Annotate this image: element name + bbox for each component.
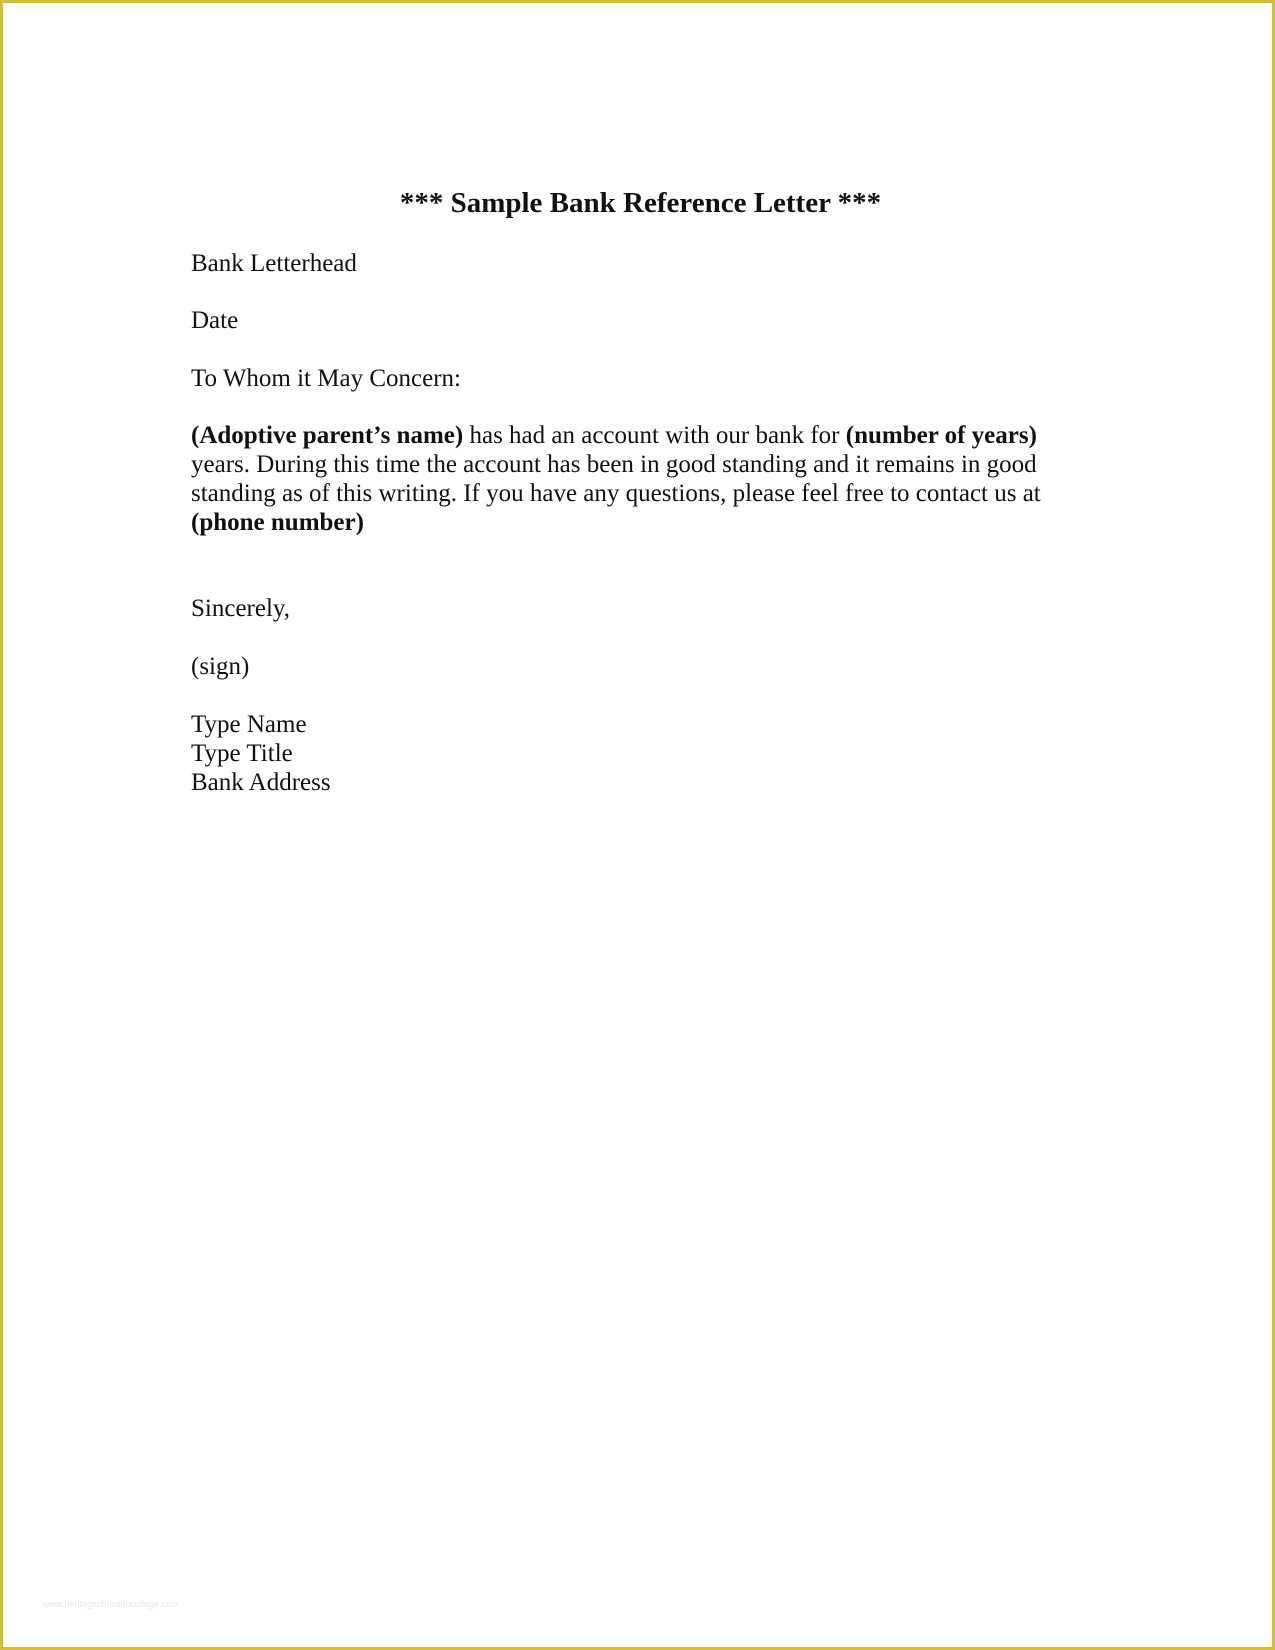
placeholder-years: (number of years) (845, 422, 1037, 449)
body-line-2: years. During this time the account has been in good standing and it remains in good (191, 451, 1037, 478)
letter-body (191, 421, 1071, 537)
placeholder-phone: (phone number) (191, 509, 364, 536)
placeholder-parent-name: (Adoptive parent’s name) (191, 422, 464, 449)
salutation: To Whom it May Concern: (191, 365, 461, 392)
letter-date: Date (191, 307, 239, 334)
body-line-4 (191, 508, 1071, 537)
sign-placeholder: (sign) (191, 653, 250, 680)
signer-title: Type Title (191, 740, 293, 767)
body-text-account: has had an account with our bank for (463, 422, 846, 449)
letter-title: *** Sample Bank Reference Letter *** (399, 187, 882, 219)
bank-letterhead: Bank Letterhead (191, 250, 357, 277)
signature-block (191, 710, 331, 797)
body-line-3: standing as of this writing. If you have any questions, please feel free to contact us at (191, 480, 1041, 507)
watermark: www.heritagechristiancollege.com (43, 1599, 179, 1609)
signer-name: Type Name (191, 711, 307, 738)
body-line-1 (191, 421, 1071, 450)
closing: Sincerely, (191, 595, 291, 622)
bank-address: Bank Address (191, 769, 331, 796)
